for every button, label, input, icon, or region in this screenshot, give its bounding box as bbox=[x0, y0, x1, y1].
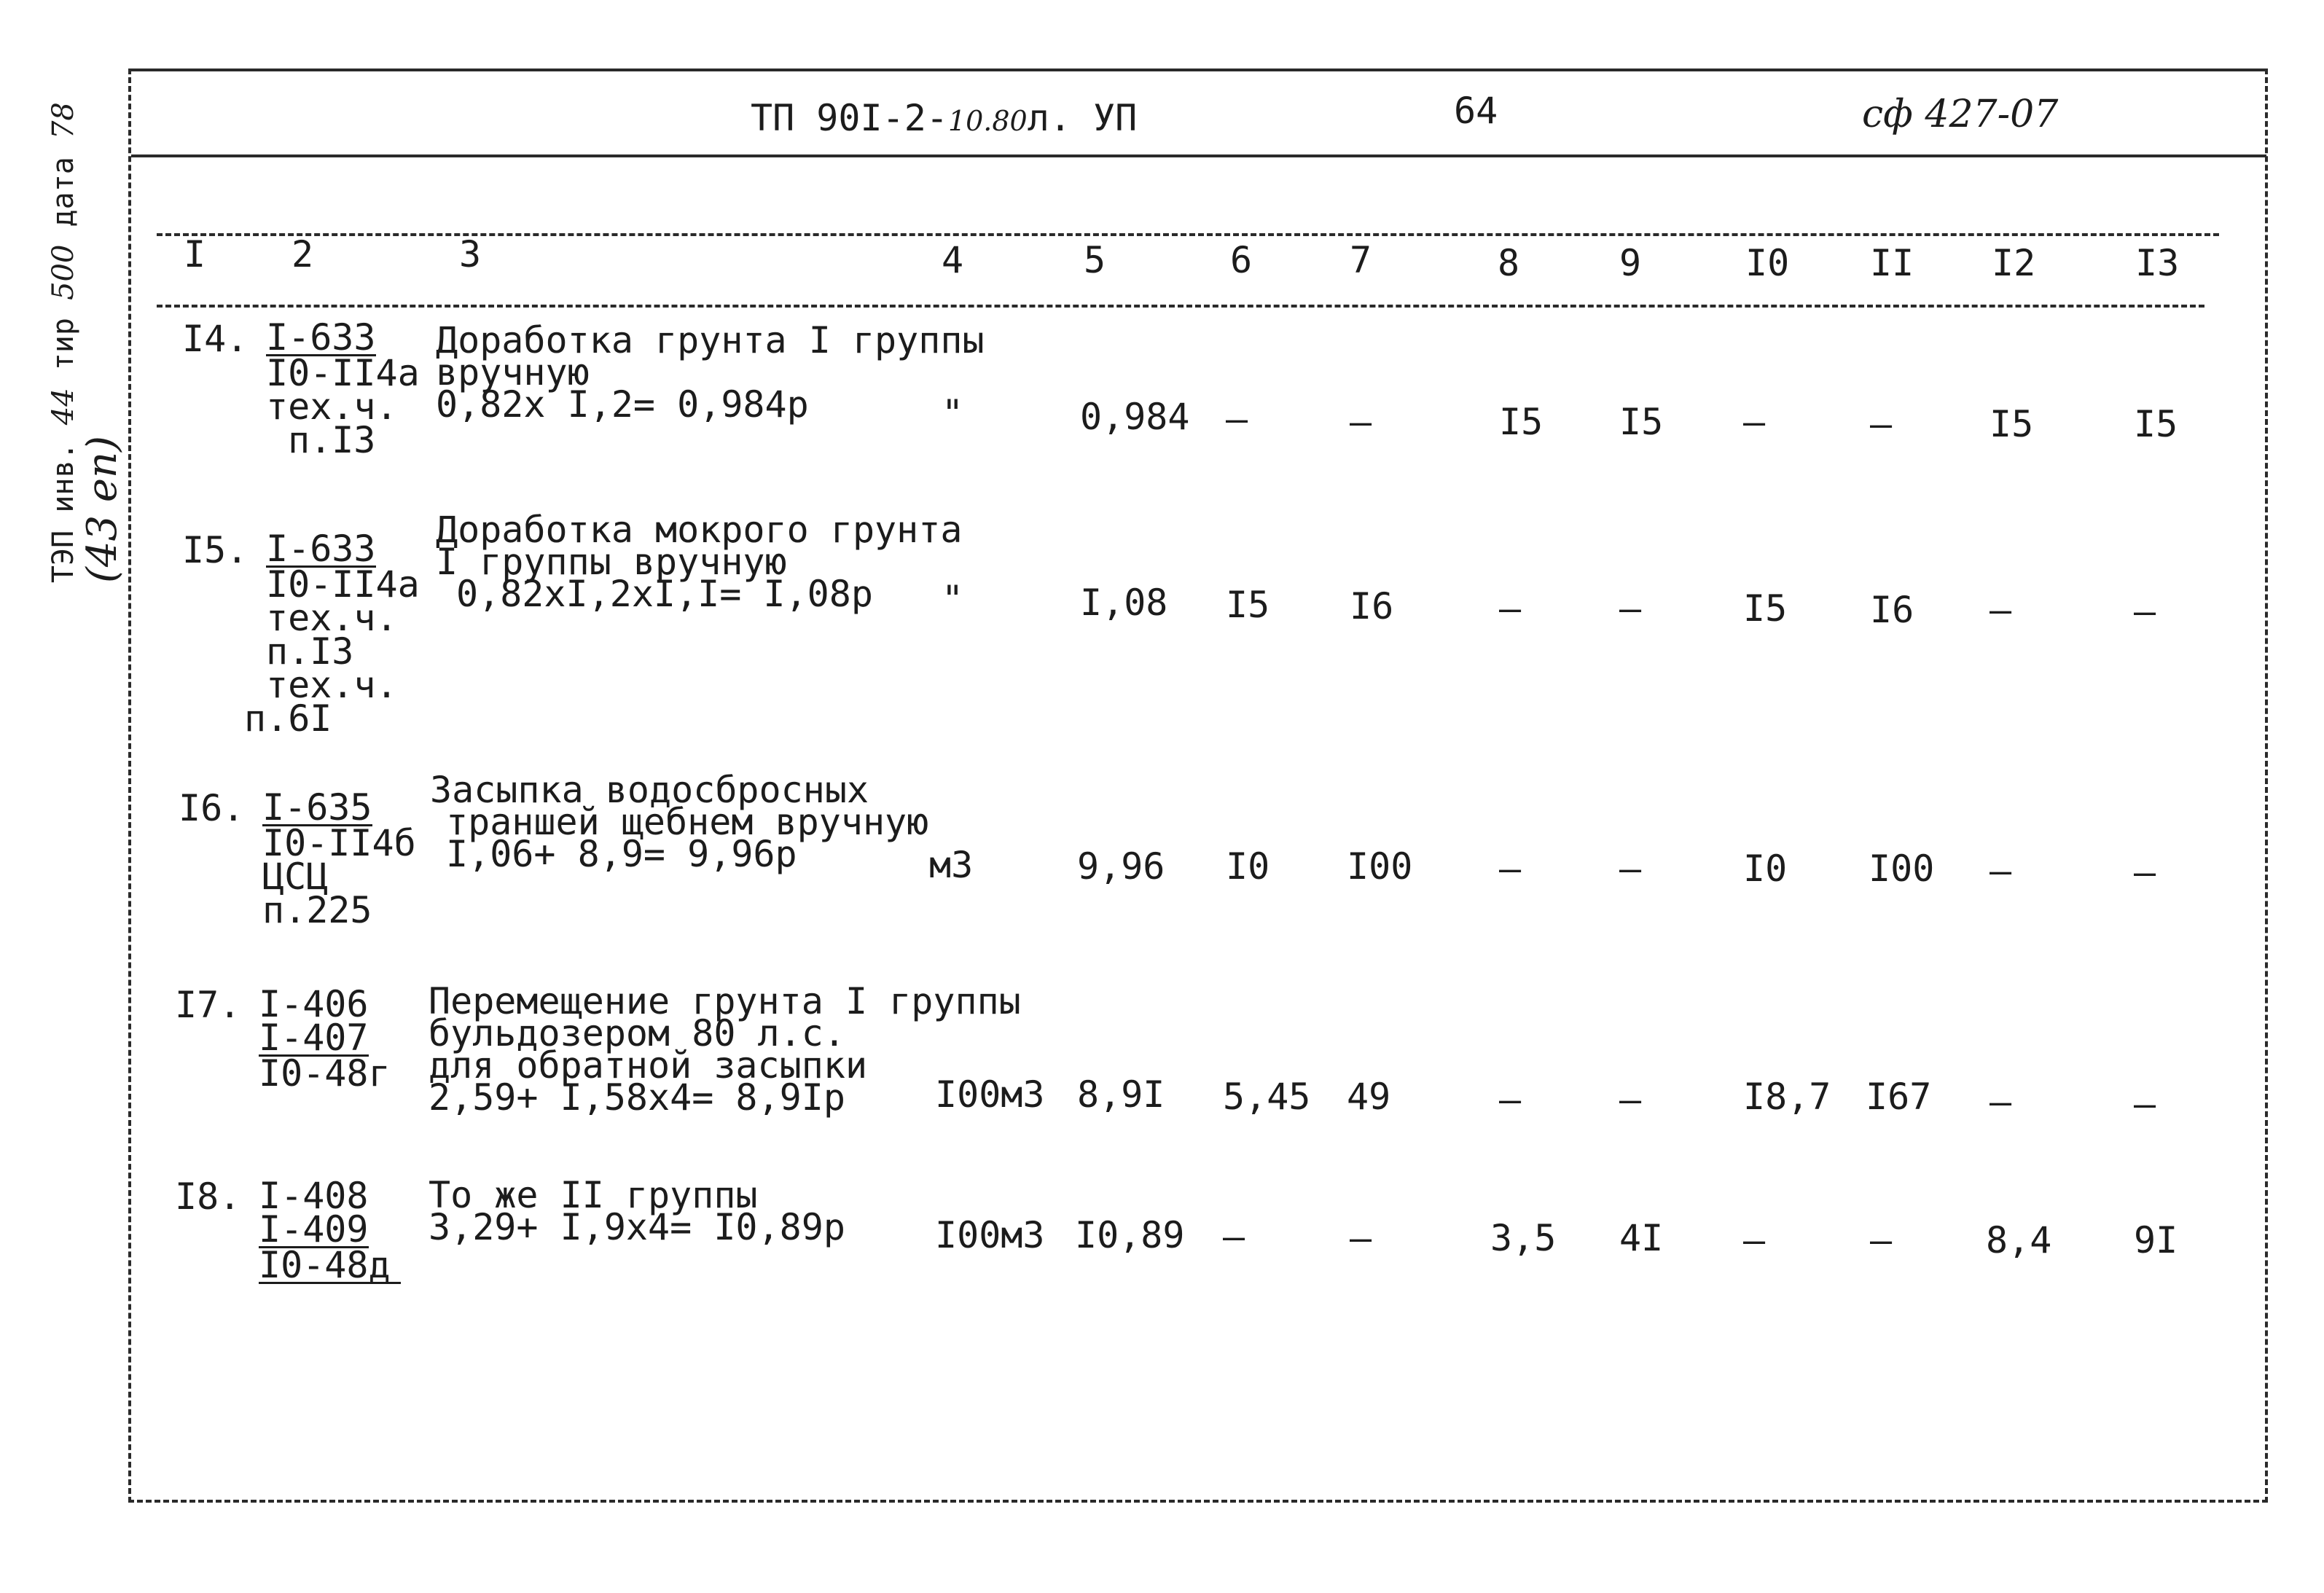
desc-line: I группы вручную bbox=[436, 541, 787, 583]
col-header-7: 7 bbox=[1350, 239, 1372, 281]
cell-col10: I8,7 bbox=[1743, 1076, 1831, 1118]
doc-code-handwritten: 10.80 bbox=[947, 105, 1028, 137]
ref-line: ЦСЦ bbox=[262, 856, 329, 898]
row-references bbox=[266, 316, 420, 461]
cell-col6: 5,45 bbox=[1223, 1076, 1311, 1118]
col-header-13: I3 bbox=[2135, 242, 2180, 284]
ref-line: п.I3 bbox=[266, 630, 354, 673]
row-number: I5. bbox=[182, 529, 249, 571]
margin-printed-label-2: тир bbox=[47, 318, 80, 371]
ref-line: I-406 bbox=[259, 983, 369, 1025]
col-header-8: 8 bbox=[1498, 242, 1520, 284]
cell-col13: I5 bbox=[2134, 403, 2178, 445]
ref-line: тех.ч. bbox=[266, 597, 398, 639]
cell-col8: – bbox=[1499, 848, 1522, 890]
col-header-4: 4 bbox=[942, 239, 964, 281]
cell-col10: – bbox=[1743, 401, 1766, 443]
col-header-11: II bbox=[1870, 242, 1914, 284]
row-number: I4. bbox=[182, 318, 249, 360]
col-header-1: I bbox=[184, 233, 206, 275]
cell-col10: – bbox=[1743, 1219, 1766, 1261]
cell-col9: – bbox=[1619, 848, 1642, 890]
cell-col8: I5 bbox=[1499, 401, 1544, 443]
cell-col6: – bbox=[1226, 398, 1248, 440]
cell-col11: – bbox=[1870, 403, 1893, 445]
cell-col12: – bbox=[1990, 850, 2012, 892]
cell-col6: I5 bbox=[1226, 584, 1270, 626]
cell-col7: I6 bbox=[1350, 585, 1394, 627]
desc-line: 0,82хI,2хI,I= I,08р bbox=[456, 573, 873, 615]
cell-col6: – bbox=[1223, 1216, 1245, 1258]
row-description bbox=[430, 769, 929, 875]
col-header-9: 9 bbox=[1619, 242, 1642, 284]
row-unit: I00м3 bbox=[935, 1073, 1045, 1116]
margin-handwritten-copies: (43 еп) bbox=[79, 436, 126, 583]
desc-line: Засыпка водосбросных bbox=[430, 769, 869, 811]
cell-col11: I00 bbox=[1869, 848, 1935, 890]
desc-line: То же II группы bbox=[429, 1174, 758, 1216]
row-references bbox=[244, 528, 420, 740]
margin-handwritten-circulation: 500 bbox=[47, 244, 80, 300]
cell-col11: I6 bbox=[1870, 589, 1914, 631]
columns-bottom-rule bbox=[157, 305, 2204, 308]
desc-line: 2,59+ I,58х4= 8,9Iр bbox=[429, 1076, 845, 1119]
ref-line: I0-II4б bbox=[262, 822, 416, 864]
margin-archive-note bbox=[44, 73, 126, 583]
cell-col12: 8,4 bbox=[1986, 1219, 2052, 1261]
row-quantity: 9,96 bbox=[1077, 845, 1165, 888]
row-quantity: 0,984 bbox=[1080, 396, 1190, 438]
desc-line: Доработка грунта I группы bbox=[436, 319, 985, 361]
cell-col11: – bbox=[1870, 1219, 1893, 1261]
desc-line: Доработка мокрого грунта bbox=[436, 509, 963, 551]
row-number: I7. bbox=[175, 984, 241, 1026]
desc-line: Перемещение грунта I группы bbox=[429, 980, 1021, 1022]
ref-line: I-633 bbox=[266, 316, 376, 359]
cell-col6: I0 bbox=[1226, 845, 1270, 888]
ref-line: I0-48д bbox=[259, 1248, 401, 1284]
doc-code bbox=[751, 98, 1137, 141]
col-header-2: 2 bbox=[292, 233, 314, 275]
cell-col11: I67 bbox=[1866, 1076, 1932, 1118]
cell-col10: I0 bbox=[1743, 848, 1788, 890]
margin-printed-label: ТЭП инв. bbox=[47, 442, 80, 583]
ref-line: I0-II4а bbox=[266, 352, 420, 394]
margin-handwritten-number: 44 bbox=[47, 388, 80, 426]
cell-col10: I5 bbox=[1743, 587, 1788, 630]
doc-code-suffix: л. УП bbox=[1027, 97, 1138, 139]
col-header-3: 3 bbox=[459, 233, 482, 275]
cell-col8: 3,5 bbox=[1490, 1217, 1557, 1259]
cell-col8: – bbox=[1499, 587, 1522, 630]
cell-col13: – bbox=[2134, 851, 2156, 893]
ref-line: п.6I bbox=[244, 697, 332, 740]
handwritten-stamp: сф 427-07 bbox=[1862, 93, 2059, 136]
cell-col9: 4I bbox=[1619, 1217, 1664, 1259]
cell-col13: – bbox=[2134, 1083, 2156, 1125]
cell-col13: 9I bbox=[2134, 1219, 2178, 1261]
desc-line: бульдозером 80 л.с. bbox=[429, 1012, 845, 1054]
row-description bbox=[436, 509, 963, 615]
desc-line: траншей щебнем вручную bbox=[446, 801, 929, 843]
desc-line: 0,82х I,2= 0,984р bbox=[436, 383, 809, 426]
cell-col7: – bbox=[1350, 401, 1372, 443]
cell-col9: I5 bbox=[1619, 401, 1664, 443]
ref-line: I-407 bbox=[259, 1017, 369, 1059]
row-quantity: 8,9I bbox=[1077, 1073, 1165, 1116]
col-header-5: 5 bbox=[1084, 239, 1106, 281]
ref-line: п.I3 bbox=[288, 419, 376, 461]
header-rule bbox=[131, 154, 2266, 157]
row-quantity: I0,89 bbox=[1075, 1214, 1185, 1256]
ref-line: п.225 bbox=[262, 889, 372, 931]
cell-col9: – bbox=[1619, 1079, 1642, 1121]
row-references bbox=[259, 983, 391, 1095]
row-references bbox=[259, 1175, 401, 1286]
cell-col12: – bbox=[1990, 589, 2012, 631]
col-header-6: 6 bbox=[1230, 239, 1253, 281]
row-number: I6. bbox=[179, 787, 245, 829]
col-header-12: I2 bbox=[1992, 242, 2036, 284]
desc-line: 3,29+ I,9х4= I0,89р bbox=[429, 1206, 845, 1248]
row-unit: I00м3 bbox=[935, 1214, 1045, 1256]
ref-line: I0-II4а bbox=[266, 563, 420, 606]
cell-col7: 49 bbox=[1347, 1076, 1391, 1118]
desc-line: вручную bbox=[436, 351, 590, 394]
ref-line: I-408 bbox=[259, 1175, 369, 1217]
row-quantity: I,08 bbox=[1080, 582, 1168, 624]
ref-line: I0-48г bbox=[259, 1052, 391, 1095]
cell-col7: I00 bbox=[1347, 845, 1413, 888]
row-unit: " bbox=[942, 392, 964, 434]
margin-handwritten-year: 78 bbox=[47, 102, 80, 140]
cell-col9: – bbox=[1619, 587, 1642, 630]
ref-line: тех.ч. bbox=[266, 664, 398, 706]
row-description bbox=[429, 1174, 845, 1248]
doc-code-printed: ТП 90I-2- bbox=[751, 97, 948, 139]
page-number: 64 bbox=[1454, 90, 1498, 132]
ref-line: I-409 bbox=[259, 1208, 369, 1250]
row-unit: " bbox=[942, 578, 964, 620]
cell-col12: I5 bbox=[1990, 403, 2034, 445]
row-number: I8. bbox=[175, 1175, 241, 1218]
cell-col13: – bbox=[2134, 590, 2156, 633]
row-description bbox=[436, 319, 985, 426]
ref-line: тех.ч. bbox=[266, 385, 398, 428]
cell-col7: – bbox=[1350, 1217, 1372, 1259]
row-unit: м3 bbox=[929, 844, 974, 886]
cell-col8: – bbox=[1499, 1079, 1522, 1121]
desc-line: для обратной засыпки bbox=[429, 1044, 868, 1087]
ref-line: I-635 bbox=[262, 786, 372, 829]
desc-line: I,06+ 8,9= 9,96р bbox=[446, 833, 797, 875]
cell-col12: – bbox=[1990, 1081, 2012, 1123]
margin-printed-label-3: дата bbox=[47, 157, 80, 227]
col-header-10: I0 bbox=[1745, 242, 1790, 284]
row-description bbox=[429, 980, 1021, 1119]
ref-line: I-633 bbox=[266, 528, 376, 570]
row-references bbox=[262, 786, 416, 931]
